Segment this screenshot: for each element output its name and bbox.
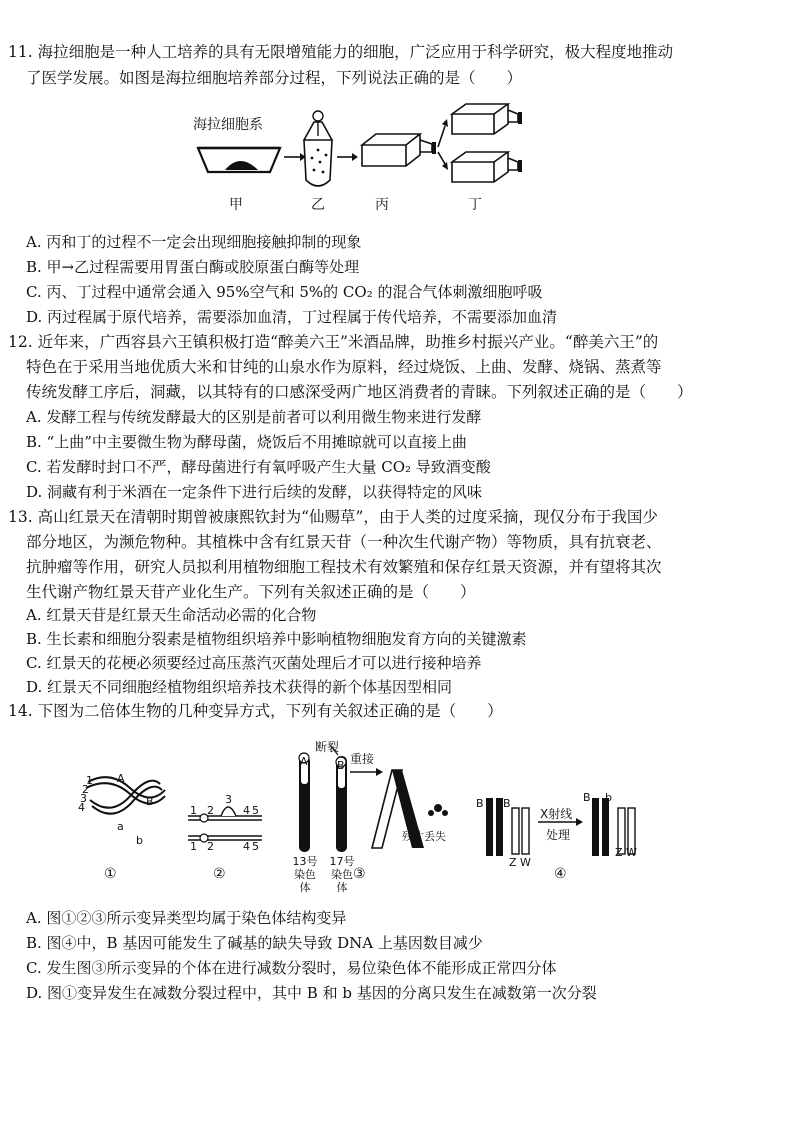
fig2-top-2: 2 xyxy=(207,804,214,817)
q14-option-c: C. 发生图③所示变异的个体在进行减数分裂时，易位染色体不能形成正常四分体 xyxy=(26,959,557,977)
label-ding: 丁 xyxy=(468,197,482,213)
q13-stem-line1: 13. 高山红景天在清朝时期曾被康熙钦封为“仙赐草”，由于人类的过度采摘，现仅分布于我国少 xyxy=(8,508,658,526)
q13-stem-line2: 部分地区，为濒危物种。其植株中含有红景天苷（一种次生代谢产物）等物质，具有抗衰老、 xyxy=(26,533,662,551)
fig2-bottom-4: 4 xyxy=(243,840,250,853)
fig4-zw-right: Z W xyxy=(615,846,637,859)
fig4-label-B-left2: B xyxy=(503,797,511,810)
q11-stem-line1: 11. 海拉细胞是一种人工培养的具有无限增殖能力的细胞，广泛应用于科学研究，极大程度地推动 xyxy=(8,43,674,61)
q13-stem-line3: 抗肿瘤等作用，研究人员拟利用植物细胞工程技术有效繁殖和保存红景天资源，并有望将其次 xyxy=(26,558,662,576)
q14-option-b: B. 图④中，B 基因可能发生了碱基的缺失导致 DNA 上基因数目减少 xyxy=(26,934,483,952)
q14-option-a: A. 图①②③所示变异类型均属于染色体结构变异 xyxy=(26,909,347,927)
fig3-label-A: A xyxy=(300,755,308,768)
fig-number-2: ② xyxy=(213,866,226,882)
q13-option-c: C. 红景天的花梗必须要经过高压蒸汽灭菌处理后才可以进行接种培养 xyxy=(26,654,482,672)
fig1-label-3: 3 xyxy=(80,792,87,805)
fig1-label-a: a xyxy=(117,820,124,833)
fig4-process-label: 处理 xyxy=(546,828,571,842)
fig1-label-2: 2 xyxy=(82,783,89,796)
q14-option-d: D. 图①变异发生在减数分裂过程中，其中 B 和 b 基因的分离只发生在减数第一次分裂 xyxy=(26,984,597,1002)
fig1-label-B: B xyxy=(146,795,154,808)
fig2-top-3: 3 xyxy=(225,793,232,806)
fig2-top-1: 1 xyxy=(190,804,197,817)
fig2-bottom-2: 2 xyxy=(207,840,214,853)
fig3-chr13-label: 13号染色体 xyxy=(292,855,318,894)
fig4-xray-label: X射线 xyxy=(540,807,573,821)
label-bing: 丙 xyxy=(375,197,389,213)
fig3-lost-label: 残片丢失 xyxy=(402,830,446,843)
fig2-top-5: 5 xyxy=(252,804,259,817)
q11-option-b: B. 甲→乙过程需要用胃蛋白酶或胶原蛋白酶等处理 xyxy=(26,258,360,276)
fig-number-4: ④ xyxy=(554,866,567,882)
fig4-label-B-right: B xyxy=(583,791,591,804)
q14-stem-line1: 14. 下图为二倍体生物的几种变异方式，下列有关叙述正确的是（ ） xyxy=(8,702,503,720)
q14-figure-drawing xyxy=(0,730,794,890)
q11-option-c: C. 丙、丁过程中通常会通入 95%空气和 5%的 CO₂ 的混合气体刺激细胞呼吸 xyxy=(26,283,543,301)
q12-stem-line2: 特色在于采用当地优质大米和甘纯的山泉水作为原料，经过烧饭、上曲、发酵、烧锅、蒸煮等 xyxy=(26,358,662,376)
fig1-label-b: b xyxy=(136,834,143,847)
q13-option-b: B. 生长素和细胞分裂素是植物组织培养中影响植物细胞发育方向的关键激素 xyxy=(26,630,527,648)
fig2-top-4: 4 xyxy=(243,804,250,817)
q11-option-d: D. 丙过程属于原代培养，需要添加血清，丁过程属于传代培养，不需要添加血清 xyxy=(26,308,558,326)
fig2-bottom-1: 1 xyxy=(190,840,197,853)
q11-option-a: A. 丙和丁的过程不一定会出现细胞接触抑制的现象 xyxy=(26,233,362,251)
label-yi: 乙 xyxy=(311,197,325,213)
fig3-break-label: 断裂 xyxy=(315,740,340,754)
fig3-chr17-label: 17号染色体 xyxy=(329,855,355,894)
q12-option-c: C. 若发酵时封口不严，酵母菌进行有氧呼吸产生大量 CO₂ 导致酒变酸 xyxy=(26,458,491,476)
fig4-label-B-left: B xyxy=(476,797,484,810)
fig3-join-label: 重接 xyxy=(350,752,375,766)
q13-stem-line4: 生代谢产物红景天苷产业化生产。下列有关叙述正确的是（ ） xyxy=(26,583,476,601)
fig-number-3: ③ xyxy=(353,866,366,882)
fig1-label-4: 4 xyxy=(78,801,85,814)
fig1-label-1: 1 xyxy=(86,774,93,787)
fig-number-1: ① xyxy=(104,866,117,882)
fig4-zw-left: Z W xyxy=(509,856,531,869)
q12-option-a: A. 发酵工程与传统发酵最大的区别是前者可以利用微生物来进行发酵 xyxy=(26,408,482,426)
q11-stem-line2: 了医学发展。如图是海拉细胞培养部分过程，下列说法正确的是（ ） xyxy=(26,69,523,87)
fig4-label-b-right: b xyxy=(605,791,612,804)
fig1-label-A: A xyxy=(117,772,125,785)
q13-option-d: D. 红景天不同细胞经植物组织培养技术获得的新个体基因型相同 xyxy=(26,678,453,696)
q12-option-d: D. 洞藏有利于米酒在一定条件下进行后续的发酵，以获得特定的风味 xyxy=(26,483,483,501)
q12-option-b: B. “上曲”中主要微生物为酵母菌，烧饭后不用摊晾就可以直接上曲 xyxy=(26,433,467,451)
hela-label: 海拉细胞系 xyxy=(193,117,263,133)
label-jia: 甲 xyxy=(229,197,243,213)
q12-stem-line3: 传统发酵工序后，洞藏，以其特有的口感深受两广地区消费者的青睐。下列叙述正确的是（ ） xyxy=(26,383,693,401)
q13-option-a: A. 红景天苷是红景天生命活动必需的化合物 xyxy=(26,606,317,624)
fig3-label-B: B xyxy=(337,759,345,772)
q12-stem-line1: 12. 近年来，广西容县六王镇积极打造“醉美六王”米酒品牌，助推乡村振兴产业。“醉美六王”的 xyxy=(8,333,659,351)
fig2-bottom-5: 5 xyxy=(252,840,259,853)
